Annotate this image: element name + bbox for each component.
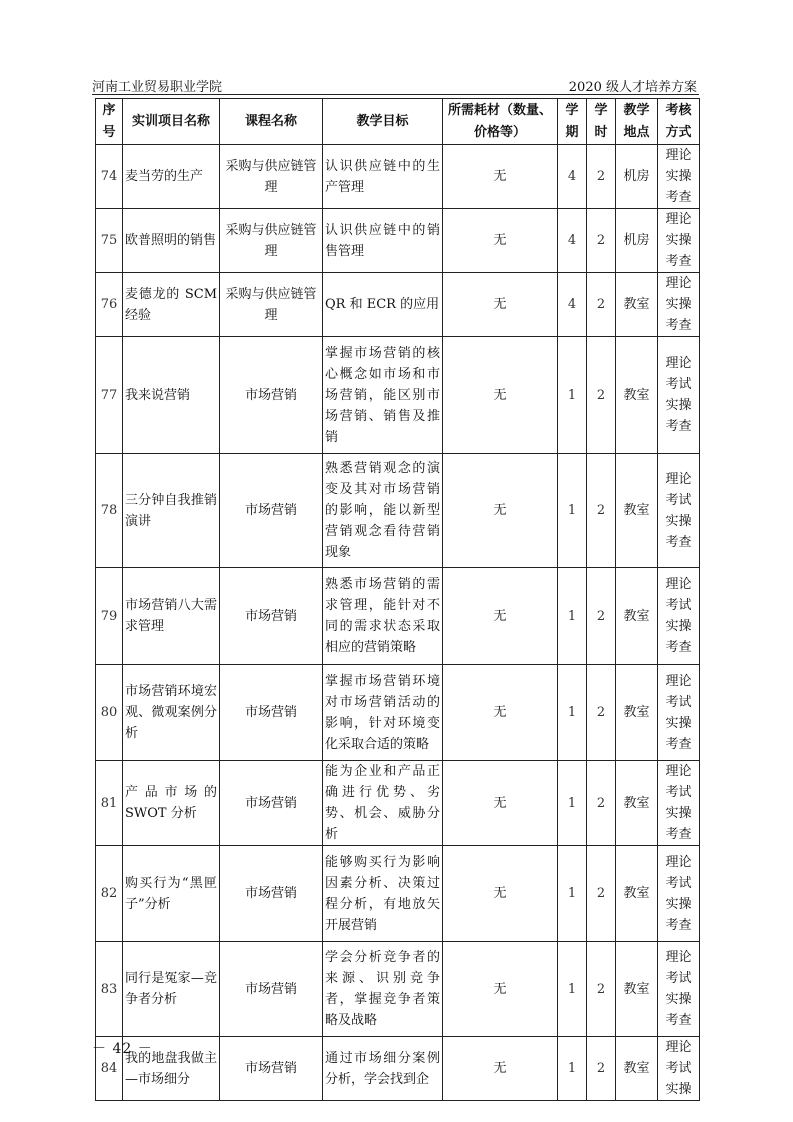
cell-term: 1 bbox=[558, 337, 587, 454]
cell-exam: 理论考试实操 bbox=[658, 1037, 700, 1101]
cell-place: 教室 bbox=[616, 568, 658, 665]
table-row bbox=[96, 761, 700, 846]
table-row bbox=[96, 942, 700, 1037]
cell-hours: 2 bbox=[587, 337, 616, 454]
cell-materials: 无 bbox=[443, 273, 558, 337]
table-row bbox=[96, 568, 700, 665]
cell-goal: 通过市场细分案例分析，学会找到企 bbox=[323, 1037, 443, 1101]
cell-goal: 能够购买行为影响因素分析、决策过程分析，有地放矢开展营销 bbox=[323, 846, 443, 942]
cell-exam: 理论考试实操考查 bbox=[658, 568, 700, 665]
cell-goal: 认识供应链中的销售管理 bbox=[323, 209, 443, 273]
cell-hours: 2 bbox=[587, 209, 616, 273]
table-row bbox=[96, 145, 700, 209]
cell-exam: 理论考试实操考查 bbox=[658, 337, 700, 454]
cell-hours: 2 bbox=[587, 568, 616, 665]
col-header-materials: 所需耗材（数量、价格等） bbox=[443, 99, 558, 145]
cell-project: 购买行为“黑匣子”分析 bbox=[123, 846, 220, 942]
cell-exam: 理论考试实操考查 bbox=[658, 761, 700, 846]
cell-hours: 2 bbox=[587, 454, 616, 568]
cell-term: 4 bbox=[558, 209, 587, 273]
cell-exam: 理论考试实操考查 bbox=[658, 665, 700, 761]
cell-materials: 无 bbox=[443, 568, 558, 665]
cell-goal: 认识供应链中的生产管理 bbox=[323, 145, 443, 209]
table-row bbox=[96, 846, 700, 942]
cell-course: 市场营销 bbox=[220, 1037, 323, 1101]
table-row bbox=[96, 273, 700, 337]
cell-project: 市场营销八大需求管理 bbox=[123, 568, 220, 665]
cell-materials: 无 bbox=[443, 665, 558, 761]
cell-no: 80 bbox=[96, 665, 123, 761]
cell-term: 4 bbox=[558, 145, 587, 209]
cell-project: 三分钟自我推销演讲 bbox=[123, 454, 220, 568]
cell-hours: 2 bbox=[587, 665, 616, 761]
col-header-course: 课程名称 bbox=[220, 99, 323, 145]
col-header-hours: 学时 bbox=[587, 99, 616, 145]
cell-project: 麦德龙的 SCM经验 bbox=[123, 273, 220, 337]
cell-materials: 无 bbox=[443, 1037, 558, 1101]
cell-no: 77 bbox=[96, 337, 123, 454]
cell-exam: 理论实操考查 bbox=[658, 273, 700, 337]
col-header-term: 学期 bbox=[558, 99, 587, 145]
cell-place: 机房 bbox=[616, 145, 658, 209]
cell-materials: 无 bbox=[443, 337, 558, 454]
cell-term: 1 bbox=[558, 665, 587, 761]
cell-term: 1 bbox=[558, 846, 587, 942]
cell-hours: 2 bbox=[587, 273, 616, 337]
cell-course: 市场营销 bbox=[220, 568, 323, 665]
cell-project: 我的地盘我做主—市场细分 bbox=[123, 1037, 220, 1101]
cell-exam: 理论实操考查 bbox=[658, 145, 700, 209]
cell-no: 83 bbox=[96, 942, 123, 1037]
cell-place: 机房 bbox=[616, 209, 658, 273]
cell-place: 教室 bbox=[616, 1037, 658, 1101]
cell-place: 教室 bbox=[616, 273, 658, 337]
col-header-project: 实训项目名称 bbox=[123, 99, 220, 145]
cell-project: 麦当劳的生产 bbox=[123, 145, 220, 209]
table-row bbox=[96, 209, 700, 273]
col-header-goal: 教学目标 bbox=[323, 99, 443, 145]
col-header-place: 教学地点 bbox=[616, 99, 658, 145]
cell-term: 1 bbox=[558, 1037, 587, 1101]
cell-materials: 无 bbox=[443, 846, 558, 942]
cell-place: 教室 bbox=[616, 665, 658, 761]
cell-project: 我来说营销 bbox=[123, 337, 220, 454]
cell-project: 同行是冤家—竞争者分析 bbox=[123, 942, 220, 1037]
header-school-name: 河南工业贸易职业学院 bbox=[92, 80, 223, 95]
training-table bbox=[95, 98, 700, 1101]
cell-course: 采购与供应链管理 bbox=[220, 209, 323, 273]
cell-goal: 掌握市场营销的核心概念如市场和市场营销，能区别市场营销、销售及推销 bbox=[323, 337, 443, 454]
cell-exam: 理论实操考查 bbox=[658, 209, 700, 273]
table-header-row bbox=[96, 99, 700, 145]
cell-term: 1 bbox=[558, 454, 587, 568]
cell-term: 1 bbox=[558, 568, 587, 665]
cell-hours: 2 bbox=[587, 1037, 616, 1101]
cell-materials: 无 bbox=[443, 209, 558, 273]
cell-exam: 理论考试实操考查 bbox=[658, 942, 700, 1037]
cell-place: 教室 bbox=[616, 337, 658, 454]
cell-no: 81 bbox=[96, 761, 123, 846]
header-doc-title: 2020 级人才培养方案 bbox=[568, 80, 697, 95]
table-row bbox=[96, 1037, 700, 1101]
cell-course: 市场营销 bbox=[220, 761, 323, 846]
cell-course: 市场营销 bbox=[220, 846, 323, 942]
table-row bbox=[96, 454, 700, 568]
cell-goal: 熟悉市场营销的需求管理，能针对不同的需求状态采取相应的营销策略 bbox=[323, 568, 443, 665]
cell-exam: 理论考试实操考查 bbox=[658, 454, 700, 568]
page-number: － 42 － bbox=[92, 1041, 153, 1057]
cell-place: 教室 bbox=[616, 846, 658, 942]
cell-no: 76 bbox=[96, 273, 123, 337]
cell-no: 78 bbox=[96, 454, 123, 568]
cell-no: 84 bbox=[96, 1037, 123, 1101]
cell-project: 产品市场的SWOT 分析 bbox=[123, 761, 220, 846]
cell-term: 1 bbox=[558, 761, 587, 846]
cell-no: 79 bbox=[96, 568, 123, 665]
cell-no: 82 bbox=[96, 846, 123, 942]
table-row bbox=[96, 665, 700, 761]
cell-goal: 掌握市场营销环境对市场营销活动的影响，针对环境变化采取合适的策略 bbox=[323, 665, 443, 761]
cell-place: 教室 bbox=[616, 942, 658, 1037]
cell-course: 市场营销 bbox=[220, 454, 323, 568]
cell-goal: 熟悉营销观念的演变及其对市场营销的影响，能以新型营销观念看待营销现象 bbox=[323, 454, 443, 568]
cell-materials: 无 bbox=[443, 145, 558, 209]
cell-goal: QR 和 ECR 的应用 bbox=[323, 273, 443, 337]
cell-goal: 能为企业和产品正确进行优势、劣势、机会、威胁分析 bbox=[323, 761, 443, 846]
cell-place: 教室 bbox=[616, 454, 658, 568]
cell-term: 1 bbox=[558, 942, 587, 1037]
cell-project: 欧普照明的销售 bbox=[123, 209, 220, 273]
table-row bbox=[96, 337, 700, 454]
col-header-no: 序号 bbox=[96, 99, 123, 145]
cell-hours: 2 bbox=[587, 145, 616, 209]
cell-no: 75 bbox=[96, 209, 123, 273]
cell-materials: 无 bbox=[443, 454, 558, 568]
cell-course: 市场营销 bbox=[220, 337, 323, 454]
cell-materials: 无 bbox=[443, 761, 558, 846]
cell-place: 教室 bbox=[616, 761, 658, 846]
cell-no: 74 bbox=[96, 145, 123, 209]
cell-course: 市场营销 bbox=[220, 942, 323, 1037]
cell-materials: 无 bbox=[443, 942, 558, 1037]
cell-hours: 2 bbox=[587, 846, 616, 942]
cell-exam: 理论考试实操考查 bbox=[658, 846, 700, 942]
cell-hours: 2 bbox=[587, 942, 616, 1037]
cell-hours: 2 bbox=[587, 761, 616, 846]
cell-goal: 学会分析竞争者的来源、识别竞争者，掌握竞争者策略及战略 bbox=[323, 942, 443, 1037]
header-rule bbox=[92, 94, 699, 95]
cell-project: 市场营销环境宏观、微观案例分析 bbox=[123, 665, 220, 761]
cell-course: 采购与供应链管理 bbox=[220, 273, 323, 337]
cell-course: 采购与供应链管理 bbox=[220, 145, 323, 209]
cell-course: 市场营销 bbox=[220, 665, 323, 761]
cell-term: 4 bbox=[558, 273, 587, 337]
col-header-exam: 考核方式 bbox=[658, 99, 700, 145]
